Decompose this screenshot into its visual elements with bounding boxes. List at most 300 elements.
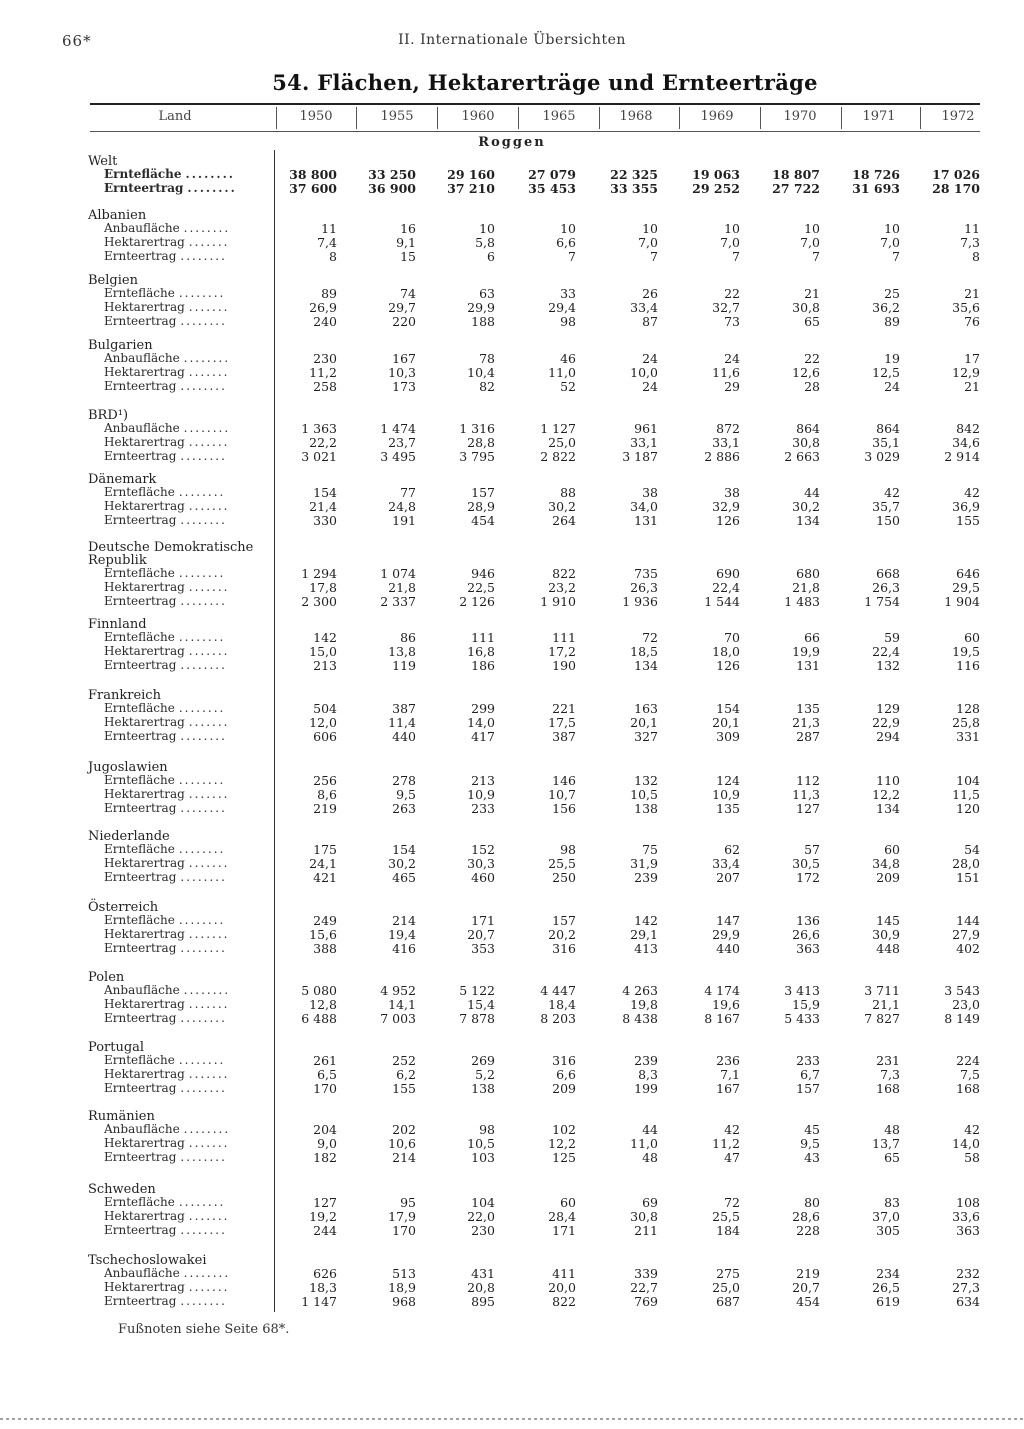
table-cell: 11,6 <box>712 365 740 380</box>
table-cell: 9,0 <box>317 1136 337 1151</box>
row-label <box>104 1195 269 1209</box>
table-cell: 31,9 <box>630 856 658 871</box>
table-cell: 29,5 <box>952 580 980 595</box>
table-cell: 6,6 <box>556 235 576 250</box>
table-cell: 120 <box>956 801 980 816</box>
table-cell: 9,1 <box>396 235 416 250</box>
table-cell: 13,8 <box>388 644 416 659</box>
table-cell: 72 <box>642 630 658 645</box>
table-cell: 18,4 <box>548 997 576 1012</box>
table-cell: 33,1 <box>630 435 658 450</box>
table-cell: 110 <box>876 773 900 788</box>
table-cell: 19 063 <box>692 167 740 182</box>
table-cell: 33 <box>560 286 576 301</box>
table-cell: 34,0 <box>630 499 658 514</box>
row-label <box>104 701 269 715</box>
row-label-text: Erntefläche <box>104 1053 175 1067</box>
table-cell: 14,0 <box>467 715 495 730</box>
table-cell: 26,3 <box>630 580 658 595</box>
table-row <box>0 870 1024 884</box>
country-name-continued: Republik <box>88 553 147 568</box>
row-label-leader-dots: ........ <box>180 729 227 743</box>
table-cell: 233 <box>796 1053 820 1068</box>
row-label-text: Hektarertrag <box>104 300 185 314</box>
row-label <box>104 421 269 435</box>
row-label-leader-dots: ........ <box>178 630 226 644</box>
row-label-text: Anbaufläche <box>104 1122 180 1136</box>
row-label <box>104 181 269 195</box>
table-cell: 126 <box>716 513 740 528</box>
table-cell: 34,6 <box>952 435 980 450</box>
table-cell: 17,5 <box>548 715 576 730</box>
row-label-leader-dots: ........ <box>178 1053 226 1067</box>
table-cell: 7,0 <box>638 235 658 250</box>
table-cell: 19,5 <box>952 644 980 659</box>
table-cell: 103 <box>471 1150 495 1165</box>
table-row <box>0 1053 1024 1067</box>
table-cell: 60 <box>884 842 900 857</box>
table-cell: 2 914 <box>944 449 980 464</box>
table-cell: 60 <box>964 630 980 645</box>
table-row <box>0 644 1024 658</box>
table-cell: 353 <box>471 941 495 956</box>
country-name: Tschechoslowakei <box>88 1253 207 1268</box>
header-land: Land <box>158 109 192 124</box>
table-cell: 98 <box>560 842 576 857</box>
table-cell: 5 122 <box>459 983 495 998</box>
table-cell: 7,1 <box>720 1067 740 1082</box>
table-cell: 188 <box>471 314 495 329</box>
row-label <box>104 870 269 884</box>
table-cell: 20,8 <box>467 1280 495 1295</box>
row-label <box>104 997 269 1011</box>
header-column-divider <box>679 107 680 129</box>
header-year: 1970 <box>783 109 817 124</box>
table-cell: 305 <box>876 1223 900 1238</box>
row-label-leader-dots: ........ <box>178 913 226 927</box>
table-cell: 104 <box>471 1195 495 1210</box>
table-row <box>0 997 1024 1011</box>
table-row <box>0 421 1024 435</box>
row-label <box>104 787 269 801</box>
table-cell: 124 <box>716 773 740 788</box>
table-cell: 421 <box>313 870 337 885</box>
table-cell: 30,2 <box>548 499 576 514</box>
row-label-text: Hektarertrag <box>104 435 185 449</box>
row-label-leader-dots: ........ <box>183 1266 231 1280</box>
table-cell: 16 <box>400 221 416 236</box>
row-label <box>104 630 269 644</box>
row-label-leader-dots: ........ <box>183 1122 231 1136</box>
row-label <box>104 485 269 499</box>
table-cell: 269 <box>471 1053 495 1068</box>
table-cell: 33 250 <box>368 167 416 182</box>
table-cell: 19,9 <box>792 644 820 659</box>
row-label-text: Anbaufläche <box>104 221 180 235</box>
table-cell: 25,8 <box>952 715 980 730</box>
table-cell: 8 149 <box>944 1011 980 1026</box>
table-cell: 147 <box>716 913 740 928</box>
table-cell: 157 <box>796 1081 820 1096</box>
table-cell: 145 <box>876 913 900 928</box>
table-cell: 3 413 <box>784 983 820 998</box>
table-cell: 111 <box>471 630 495 645</box>
page-bottom-rule <box>0 1418 1024 1420</box>
country-name: Portugal <box>88 1040 145 1055</box>
table-row <box>0 594 1024 608</box>
table-cell: 646 <box>956 566 980 581</box>
table-cell: 10,9 <box>467 787 495 802</box>
row-label-leader-dots: ....... <box>188 787 230 801</box>
table-cell: 416 <box>392 941 416 956</box>
table-cell: 129 <box>876 701 900 716</box>
table-cell: 132 <box>876 658 900 673</box>
country-name: Rumänien <box>88 1109 155 1124</box>
table-cell: 504 <box>313 701 337 716</box>
table-cell: 154 <box>392 842 416 857</box>
table-cell: 111 <box>552 630 576 645</box>
table-cell: 10,5 <box>630 787 658 802</box>
table-cell: 191 <box>392 513 416 528</box>
row-label <box>104 1136 269 1150</box>
table-cell: 57 <box>804 842 820 857</box>
table-cell: 21,8 <box>792 580 820 595</box>
table-cell: 21 <box>964 379 980 394</box>
table-cell: 26,6 <box>792 927 820 942</box>
table-cell: 231 <box>876 1053 900 1068</box>
table-cell: 98 <box>560 314 576 329</box>
table-row <box>0 913 1024 927</box>
row-label-text: Ernteertrag <box>104 658 177 672</box>
row-label <box>104 594 269 608</box>
table-row <box>0 379 1024 393</box>
table-cell: 125 <box>552 1150 576 1165</box>
table-row <box>0 1294 1024 1308</box>
table-cell: 65 <box>804 314 820 329</box>
table-cell: 11 <box>321 221 337 236</box>
table-cell: 199 <box>634 1081 658 1096</box>
table-cell: 11,5 <box>952 787 980 802</box>
table-row <box>0 787 1024 801</box>
table-row <box>0 729 1024 743</box>
header-year: 1965 <box>542 109 576 124</box>
table-cell: 116 <box>956 658 980 673</box>
table-cell: 82 <box>479 379 495 394</box>
table-cell: 7 003 <box>380 1011 416 1026</box>
table-cell: 2 822 <box>540 449 576 464</box>
table-row <box>0 941 1024 955</box>
row-label-text: Hektarertrag <box>104 1280 185 1294</box>
table-cell: 465 <box>392 870 416 885</box>
table-row <box>0 286 1024 300</box>
table-cell: 411 <box>552 1266 576 1281</box>
table-row <box>0 856 1024 870</box>
header-column-divider <box>920 107 921 129</box>
table-cell: 1 754 <box>864 594 900 609</box>
table-cell: 769 <box>634 1294 658 1309</box>
row-label-text: Ernteertrag <box>104 1150 177 1164</box>
table-cell: 626 <box>313 1266 337 1281</box>
table-cell: 171 <box>552 1223 576 1238</box>
table-cell: 28,8 <box>467 435 495 450</box>
row-label-leader-dots: ........ <box>178 485 226 499</box>
table-cell: 1 910 <box>540 594 576 609</box>
header-column-divider <box>276 107 277 129</box>
table-cell: 22 <box>804 351 820 366</box>
table-cell: 38 <box>724 485 740 500</box>
table-cell: 10,9 <box>712 787 740 802</box>
table-cell: 1 074 <box>380 566 416 581</box>
table-cell: 131 <box>634 513 658 528</box>
table-cell: 864 <box>796 421 820 436</box>
table-cell: 202 <box>392 1122 416 1137</box>
table-cell: 20,1 <box>630 715 658 730</box>
table-row <box>0 658 1024 672</box>
table-cell: 24,8 <box>388 499 416 514</box>
table-cell: 37,0 <box>872 1209 900 1224</box>
table-cell: 3 543 <box>944 983 980 998</box>
table-cell: 331 <box>956 729 980 744</box>
table-cell: 440 <box>392 729 416 744</box>
table-cell: 33,1 <box>712 435 740 450</box>
table-row <box>0 842 1024 856</box>
table-cell: 32,9 <box>712 499 740 514</box>
table-cell: 29 <box>724 379 740 394</box>
table-cell: 28,9 <box>467 499 495 514</box>
table-cell: 417 <box>471 729 495 744</box>
table-row <box>0 181 1024 195</box>
table-cell: 634 <box>956 1294 980 1309</box>
table-cell: 4 174 <box>704 983 740 998</box>
table-cell: 10 <box>804 221 820 236</box>
table-cell: 278 <box>392 773 416 788</box>
header-column-divider <box>841 107 842 129</box>
table-cell: 961 <box>634 421 658 436</box>
table-cell: 18,9 <box>388 1280 416 1295</box>
table-cell: 89 <box>321 286 337 301</box>
table-cell: 1 474 <box>380 421 416 436</box>
table-cell: 138 <box>634 801 658 816</box>
table-cell: 309 <box>716 729 740 744</box>
table-cell: 12,5 <box>872 365 900 380</box>
table-cell: 171 <box>471 913 495 928</box>
table-cell: 21,3 <box>792 715 820 730</box>
row-label-leader-dots: ....... <box>188 580 230 594</box>
table-cell: 294 <box>876 729 900 744</box>
row-label-text: Ernteertrag <box>104 1081 177 1095</box>
table-cell: 239 <box>634 870 658 885</box>
table-cell: 240 <box>313 314 337 329</box>
row-label-leader-dots: ....... <box>188 499 230 513</box>
table-cell: 154 <box>313 485 337 500</box>
table-cell: 44 <box>642 1122 658 1137</box>
row-label-leader-dots: ........ <box>180 941 227 955</box>
table-cell: 2 126 <box>459 594 495 609</box>
table-cell: 48 <box>642 1150 658 1165</box>
table-cell: 11,0 <box>548 365 576 380</box>
header-year: 1969 <box>700 109 734 124</box>
table-cell: 236 <box>716 1053 740 1068</box>
table-cell: 24 <box>642 351 658 366</box>
table-cell: 15,6 <box>309 927 337 942</box>
row-label-leader-dots: ....... <box>188 235 230 249</box>
table-cell: 27 722 <box>772 181 820 196</box>
row-label-leader-dots: ........ <box>180 449 227 463</box>
table-cell: 11,4 <box>388 715 416 730</box>
table-cell: 22,7 <box>630 1280 658 1295</box>
table-cell: 18,3 <box>309 1280 337 1295</box>
table-cell: 33,6 <box>952 1209 980 1224</box>
table-row <box>0 1122 1024 1136</box>
table-cell: 1 544 <box>704 594 740 609</box>
table-cell: 5 080 <box>301 983 337 998</box>
table-row <box>0 580 1024 594</box>
row-label-leader-dots: ........ <box>180 513 227 527</box>
header-column-divider <box>518 107 519 129</box>
table-cell: 7 <box>812 249 820 264</box>
table-cell: 946 <box>471 566 495 581</box>
row-label-text: Anbaufläche <box>104 351 180 365</box>
table-cell: 8 203 <box>540 1011 576 1026</box>
table-cell: 37 210 <box>447 181 495 196</box>
row-label-leader-dots: ....... <box>188 1136 230 1150</box>
table-cell: 363 <box>956 1223 980 1238</box>
row-label <box>104 1067 269 1081</box>
table-cell: 1 936 <box>622 594 658 609</box>
table-cell: 6,6 <box>556 1067 576 1082</box>
table-row <box>0 365 1024 379</box>
table-cell: 4 952 <box>380 983 416 998</box>
row-label-leader-dots: ........ <box>180 658 227 672</box>
table-cell: 1 483 <box>784 594 820 609</box>
table-cell: 146 <box>552 773 576 788</box>
table-cell: 8 <box>329 249 337 264</box>
row-label <box>104 314 269 328</box>
table-cell: 6,5 <box>317 1067 337 1082</box>
table-cell: 8 <box>972 249 980 264</box>
table-cell: 299 <box>471 701 495 716</box>
row-label-text: Hektarertrag <box>104 1209 185 1223</box>
table-cell: 15,9 <box>792 997 820 1012</box>
table-cell: 127 <box>313 1195 337 1210</box>
row-label-leader-dots: ........ <box>183 221 231 235</box>
table-cell: 95 <box>400 1195 416 1210</box>
table-cell: 32,7 <box>712 300 740 315</box>
table-cell: 190 <box>552 658 576 673</box>
table-cell: 8,6 <box>317 787 337 802</box>
row-label-text: Hektarertrag <box>104 1136 185 1150</box>
table-cell: 7 <box>650 249 658 264</box>
table-cell: 16,8 <box>467 644 495 659</box>
table-cell: 150 <box>876 513 900 528</box>
table-cell: 232 <box>956 1266 980 1281</box>
table-cell: 33 355 <box>610 181 658 196</box>
row-label-text: Erntefläche <box>104 566 175 580</box>
table-cell: 8 167 <box>704 1011 740 1026</box>
row-label-text: Ernteertrag <box>104 1011 177 1025</box>
table-cell: 15 <box>400 249 416 264</box>
table-cell: 1 147 <box>301 1294 337 1309</box>
table-cell: 28 170 <box>932 181 980 196</box>
row-label-text: Ernteertrag <box>104 594 177 608</box>
table-cell: 387 <box>392 701 416 716</box>
table-cell: 9,5 <box>800 1136 820 1151</box>
table-cell: 19,2 <box>309 1209 337 1224</box>
row-label-leader-dots: ........ <box>178 842 226 856</box>
table-row <box>0 235 1024 249</box>
table-cell: 8,3 <box>638 1067 658 1082</box>
table-cell: 3 711 <box>864 983 900 998</box>
header-column-divider <box>437 107 438 129</box>
country-name: BRD¹) <box>88 408 129 423</box>
table-cell: 168 <box>956 1081 980 1096</box>
table-cell: 1 316 <box>459 421 495 436</box>
row-label <box>104 1294 269 1308</box>
table-cell: 154 <box>716 701 740 716</box>
table-cell: 182 <box>313 1150 337 1165</box>
row-label-text: Hektarertrag <box>104 1067 185 1081</box>
row-label-text: Anbaufläche <box>104 983 180 997</box>
table-cell: 74 <box>400 286 416 301</box>
table-cell: 7,0 <box>880 235 900 250</box>
table-cell: 7 <box>892 249 900 264</box>
table-cell: 25,5 <box>712 1209 740 1224</box>
table-cell: 167 <box>716 1081 740 1096</box>
table-cell: 10 <box>560 221 576 236</box>
row-label <box>104 286 269 300</box>
table-row <box>0 1280 1024 1294</box>
table-header-rule <box>90 131 980 132</box>
row-label <box>104 235 269 249</box>
table-row <box>0 715 1024 729</box>
table-cell: 11,2 <box>712 1136 740 1151</box>
table-cell: 10,4 <box>467 365 495 380</box>
table-cell: 168 <box>876 1081 900 1096</box>
table-cell: 431 <box>471 1266 495 1281</box>
row-label-text: Hektarertrag <box>104 997 185 1011</box>
table-cell: 448 <box>876 941 900 956</box>
table-cell: 142 <box>313 630 337 645</box>
country-name: Deutsche Demokratische <box>88 540 254 555</box>
table-cell: 1 904 <box>944 594 980 609</box>
table-cell: 895 <box>471 1294 495 1309</box>
table-cell: 21,8 <box>388 580 416 595</box>
table-row <box>0 701 1024 715</box>
table-cell: 233 <box>471 801 495 816</box>
table-row <box>0 1195 1024 1209</box>
table-cell: 11,2 <box>309 365 337 380</box>
table-cell: 29,4 <box>548 300 576 315</box>
table-cell: 209 <box>876 870 900 885</box>
row-label-leader-dots: ........ <box>180 249 227 263</box>
row-label <box>104 729 269 743</box>
row-label <box>104 365 269 379</box>
table-cell: 19,8 <box>630 997 658 1012</box>
row-label-leader-dots: ....... <box>188 435 230 449</box>
row-label <box>104 983 269 997</box>
table-cell: 7,0 <box>720 235 740 250</box>
table-cell: 213 <box>313 658 337 673</box>
table-cell: 58 <box>964 1150 980 1165</box>
table-cell: 287 <box>796 729 820 744</box>
table-cell: 42 <box>964 485 980 500</box>
table-cell: 30,9 <box>872 927 900 942</box>
table-cell: 45 <box>804 1122 820 1137</box>
section-header: II. Internationale Übersichten <box>398 32 626 48</box>
table-cell: 75 <box>642 842 658 857</box>
table-cell: 135 <box>796 701 820 716</box>
table-cell: 22 325 <box>610 167 658 182</box>
